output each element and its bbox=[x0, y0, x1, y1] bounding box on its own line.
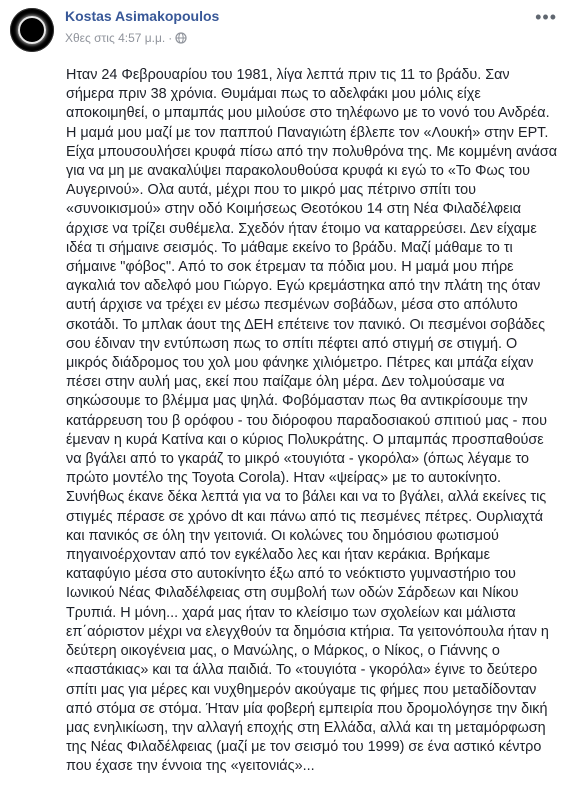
post-timestamp[interactable]: Χθες στις 4:57 μ.μ. bbox=[65, 31, 166, 45]
avatar[interactable] bbox=[10, 8, 54, 52]
meta-separator: · bbox=[168, 31, 173, 45]
post-meta bbox=[65, 31, 187, 47]
globe-icon[interactable] bbox=[175, 32, 187, 47]
post-body-text: Ηταν 24 Φεβρουαρίου του 1981, λίγα λεπτά πριν τις 11 το βράδυ. Σαν σήμερα πριν 38 χρόνια. Θυμάμαι πως το αδελφάκι μου μόλις είχε αποκοιμηθεί, ο μπαμπάς μου μιλούσε στο τηλέφωνο με το νονό του Ανδρέα. Η μαμά μου μαζί με τον παππού Παναγιώτη έβλεπε τον «Λουκή» στην ΕΡΤ. Είχα μπουσουλήσει κρυφά πίσω από την πολυθρόνα της. Με κομμένη ανάσα για να μη με ανακαλύψει παρακολουθούσα κρυφά κι εγώ το «Το Φως του Αυγερινού». Ολα αυτά, μέχρι που το μικρό μας πέτρινο σπίτι του «συνοικισμού» στην οδό Κοιμήσεως Θεοτόκου 14 στη Νέα Φιλαδέλφεια άρχισε να τρίζει συθέμελα. Σχεδόν ήταν έτοιμο να καταρρεύσει. Δεν είχαμε ιδέα τι σήμαινε σεισμός. Το μάθαμε εκείνο το βράδυ. Μαζί μάθαμε το τι σήμαινε "φόβος". Από το σοκ έτρεμαν τα πόδια μου. Η μαμά μου πήρε αγκαλιά τον αδελφό μου Γιώργο. Εγώ κρεμάστηκα από την πλάτη της όταν αυτή άρχισε να τρέχει εν μέσω πεσμένων σοβάδων, μέσα στο απόλυτο σκοτάδι. Το μπλακ άουτ της ΔΕΗ επέτεινε τον πανικό. Οι πεσμένοι σοβάδες σου έδιναν την εντύπωση πως το σπίτι πέφτει από στιγμή σε στιγμή. Ο μικρός διάδρομος του χολ μου φάνηκε χιλιόμετρο. Πέτρες και μπάζα είχαν πέσει στην αυλή μας, εκεί που παίζαμε όλη μέρα. Δεν τολμούσαμε να σηκώσουμε το βλέμμα μας ψηλά. Φοβόμασταν πως θα αντικρίσουμε την κατάρρευση του β ορόφου - του διόροφου παραδοσιακού σπιτιού μας - που έμεναν η κυρά Κατίνα και ο κύριος Πολυκράτης. Ο μπαμπάς προσπαθούσε να βγάλει από το γκαράζ το μικρό «τουγιότα - γκορόλα» (όπως λέγαμε το πρώτο μοντέλο της Toyota Corola). Ηταν «ψείρας» με το αυτοκίνητο. Συνήθως έκανε δέκα λεπτά για να το βάλει και να το βγάλει, αλλά εκείνες τις στιγμές πέρασε σε χρόνο dt και πάνω από τις πεσμένες πέτρες. Ουρλιαχτά και πανικός σε όλη την γειτονιά. Οι κολώνες του δημόσιου φωτισμού πηγαινοέρχονταν από τον εγκέλαδο λες και ήταν κεράκια. Βρήκαμε καταφύγιο μέσα στο αυτοκίνητο έξω από το νεόκτιστο γυμναστήριο του Ιωνικού Νέας Φιλαδέλφειας στη συμβολή των οδών Σάρδεων και Νίκου Τρυπιά. Η μόνη... χαρά μας ήταν το κλείσιμο των σχολείων και μάλιστα επ΄αόριστον μέχρι να ελεγχθούν τα δημόσια κτήρια. Τα γειτονόπουλα ήταν η δεύτερη οικογένεια μας, ο Μανώλης, ο Μάρκος, ο Νίκος, ο Γιάννης ο «παστάκιας» και τα άλλα παιδιά. Το «τουγιότα - γκορόλα» έγινε το δεύτερο σπίτι μας για μέρες και νυχθημερόν ακούγαμε τις φήμες που μεταδίδονταν από στόμα σε στόμα. Ήταν μία φοβερή εμπειρία που δρομολόγησε την δική μας ενηλικίωση, την αλλαγή εποχής στη Ελλάδα, αλλά και τη μεταμόρφωση της Νέας Φιλαδέλφειας (μαζί με τον σεισμό του 1999) σε ένα αστικό κέντρο που έχασε την έννοια της «γειτονιάς»... bbox=[66, 67, 558, 775]
author-name[interactable]: Kostas Asimakopoulos bbox=[65, 8, 220, 24]
ellipsis-icon[interactable]: ••• bbox=[535, 7, 557, 27]
post-header bbox=[0, 0, 569, 60]
post-body bbox=[66, 66, 558, 777]
